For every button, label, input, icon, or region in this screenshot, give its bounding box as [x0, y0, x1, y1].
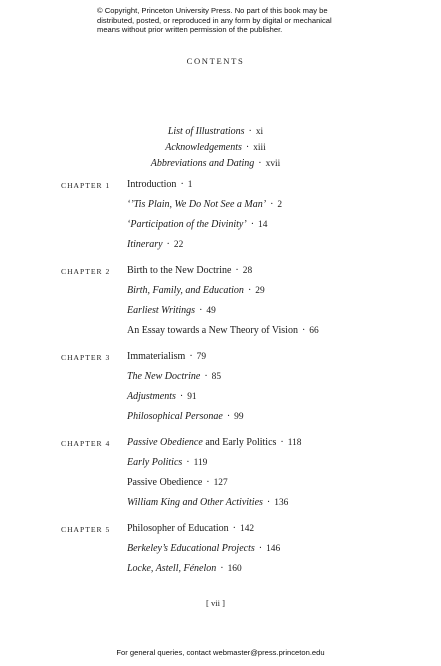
chapter-label: CHAPTER 3 [61, 353, 111, 362]
entry-title: Immaterialism [127, 351, 186, 362]
entry-title: An Essay towards a New Theory of Vision [127, 325, 298, 336]
toc-subentry[interactable] [127, 496, 427, 516]
separator-dot: · [186, 457, 190, 468]
entry-page: xiii [253, 143, 266, 153]
toc-subentry[interactable] [127, 410, 427, 430]
toc-subentry[interactable] [127, 476, 427, 496]
entry-page: 127 [213, 478, 228, 488]
separator-dot: · [199, 305, 203, 316]
entry-title-italic-part: Passive Obedience [127, 437, 203, 448]
separator-dot: · [166, 239, 170, 250]
separator-dot: · [235, 265, 239, 276]
entry-title: ‘’Tis Plain, We Do Not See a Man’ [127, 199, 267, 210]
separator-dot: · [247, 285, 252, 296]
toc-subentry[interactable] [127, 370, 427, 390]
toc-entry[interactable] [127, 436, 427, 456]
entry-page: 142 [240, 524, 255, 534]
entry-title-rest: and Early Politics [202, 437, 277, 448]
entry-title: Acknowledgements [165, 142, 242, 153]
entry-title: Early Politics [127, 457, 183, 468]
entry-page: 28 [242, 266, 253, 276]
entry-page: xi [255, 127, 264, 137]
separator-dot: · [206, 477, 210, 488]
toc-entry-front-matter[interactable] [0, 124, 431, 140]
entry-page: 49 [206, 306, 216, 316]
entry-title: Birth, Family, and Education [127, 285, 244, 296]
entry-title: List of Illustrations [167, 126, 245, 137]
entry-title: Earliest Writings [127, 305, 196, 316]
entry-page: 146 [266, 544, 281, 554]
entry-page: 14 [258, 220, 268, 230]
entry-page: 99 [234, 412, 244, 422]
separator-dot: · [179, 391, 184, 402]
entry-page: 2 [277, 200, 283, 210]
separator-dot: · [280, 437, 284, 448]
entry-title: ‘Participation of the Divinity’ [127, 219, 247, 230]
separator-dot: · [248, 126, 252, 137]
contents-heading: CONTENTS [186, 56, 245, 66]
separator-dot: · [266, 497, 271, 508]
separator-dot: · [220, 563, 224, 574]
toc-subentry[interactable] [127, 218, 427, 238]
entry-title: William King and Other Activities [127, 497, 263, 508]
toc-subentry[interactable] [127, 304, 427, 324]
toc-subentry[interactable] [127, 324, 427, 344]
copyright-line: distributed, posted, or reproduced in any form by digital or mechanical [97, 15, 332, 25]
separator-dot: · [232, 523, 236, 534]
entry-title: Abbreviations and Dating [150, 158, 255, 169]
separator-dot: · [250, 219, 255, 230]
entry-title: Passive Obedience [127, 477, 203, 488]
entry-page: 66 [309, 326, 319, 336]
entry-title: Birth to the New Doctrine [127, 265, 232, 276]
entry-page: 85 [211, 372, 222, 382]
entry-title: Adjustments [127, 391, 176, 402]
entry-page: 160 [227, 564, 242, 574]
entry-title: Locke, Astell, Fénelon [127, 563, 217, 574]
toc-subentry[interactable] [127, 456, 427, 476]
entry-page: xvii [265, 159, 281, 169]
toc-subentry[interactable] [127, 284, 427, 304]
chapter-label: CHAPTER 4 [61, 439, 111, 448]
separator-dot: · [258, 543, 263, 554]
front-matter-list [0, 124, 431, 172]
copyright-notice [97, 6, 357, 35]
toc-entry-front-matter[interactable] [0, 156, 431, 172]
page-number: [ vii ] [205, 598, 226, 608]
toc-subentry[interactable] [127, 542, 427, 562]
entry-page: 29 [255, 286, 265, 296]
separator-dot: · [258, 158, 262, 169]
toc-subentry[interactable] [127, 562, 427, 582]
entry-page: 136 [274, 498, 289, 508]
entry-title: Introduction [127, 179, 177, 190]
toc-subentry[interactable] [127, 198, 427, 218]
separator-dot: · [180, 179, 184, 190]
separator-dot: · [301, 325, 306, 336]
entry-title: Berkeley’s Educational Projects [127, 543, 255, 554]
entry-title: Philosophical Personae [127, 411, 223, 422]
toc-entry[interactable] [127, 264, 427, 284]
entry-page: 118 [287, 438, 302, 448]
entry-page: 91 [187, 392, 197, 402]
entry-title: The New Doctrine [127, 371, 201, 382]
toc-entry[interactable] [127, 350, 427, 370]
entry-page: 119 [193, 458, 208, 468]
entry-title: Itinerary [127, 239, 163, 250]
toc-entry[interactable] [127, 178, 427, 198]
separator-dot: · [189, 351, 193, 362]
chapter-label: CHAPTER 2 [61, 267, 111, 276]
copyright-line: means without prior written permission of the publisher. [97, 25, 283, 35]
toc-entry-front-matter[interactable] [0, 140, 431, 156]
toc-subentry[interactable] [127, 238, 427, 258]
copyright-line: © Copyright, Princeton University Press. No part of this book may be [97, 6, 328, 15]
chapter-label: CHAPTER 5 [61, 525, 111, 534]
chapter-label: CHAPTER 1 [61, 181, 111, 190]
entry-title: Philosopher of Education [127, 523, 229, 534]
entry-page: 1 [187, 180, 193, 190]
entry-page: 22 [173, 240, 184, 250]
separator-dot: · [204, 371, 208, 382]
separator-dot: · [226, 411, 231, 422]
separator-dot: · [270, 199, 274, 210]
toc-entry[interactable] [127, 522, 427, 542]
footer-contact-note: For general queries, contact webmaster@press.princeton.edu [116, 648, 325, 657]
toc-subentry[interactable] [127, 390, 427, 410]
entry-page: 79 [196, 352, 207, 362]
separator-dot: · [245, 142, 250, 153]
